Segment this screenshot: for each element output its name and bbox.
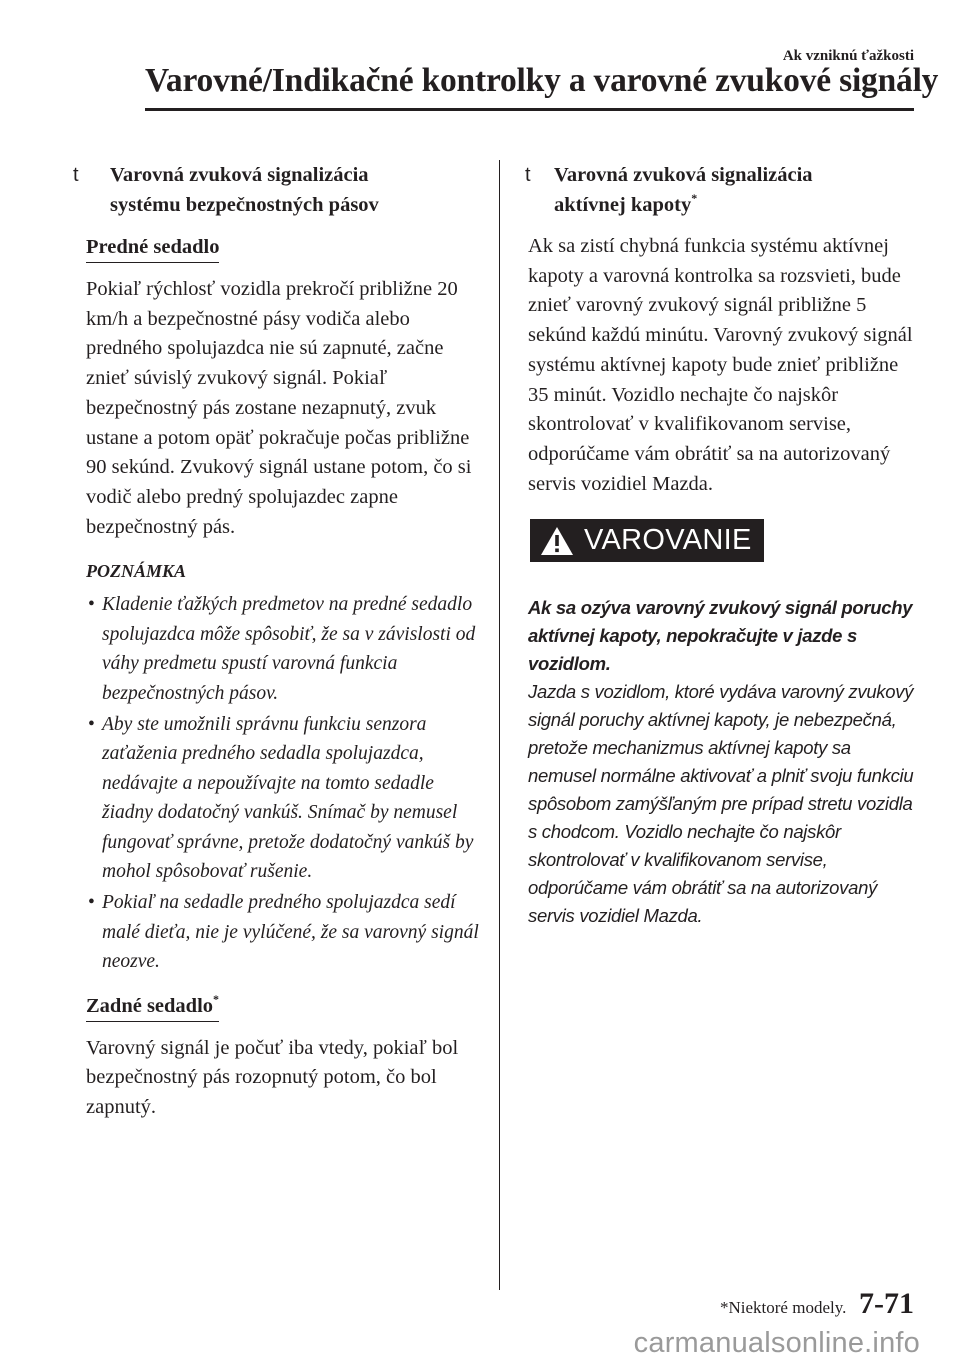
- warning-body: [528, 594, 918, 930]
- subheading-rear-seat: [86, 993, 219, 1022]
- note-label: POZNÁMKA: [86, 561, 187, 582]
- footnote-asterisk: *: [213, 991, 220, 1006]
- subheading-front-seat: Predné sedadlo: [86, 234, 219, 263]
- rear-seat-heading-text: Zadné sedadlo: [86, 994, 214, 1017]
- section-marker-icon: t: [73, 164, 79, 186]
- warning-label: VAROVANIE: [584, 524, 752, 557]
- warning-text: Jazda s vozidlom, ktoré vydáva varovný zvukový signál poruchy aktívnej kapoty, je nebezpečná, pretože mechanizmus aktívnej kapoty sa nemusel normálne aktivovať a plniť svoju funkciu spôsobom zamýšľaným pre prípad stretu vozidla s chodcom. Vozidlo nechajte čo najskôr skontrolovať v kvalifikovanom servise, odporúčame vám obrátiť sa na autorizovaný servis vozidiel Mazda.: [528, 681, 914, 927]
- bullet-icon: •: [88, 713, 95, 735]
- running-header-section: Ak vzniknú ťažkosti: [782, 48, 914, 64]
- bullet-icon: •: [88, 892, 95, 914]
- section-heading-line-2: aktívnej kapoty: [554, 194, 692, 216]
- warning-bold-text: Ak sa ozýva varovný zvukový signál poruchy aktívnej kapoty, nepokračujte v jazde s vozidlom.: [528, 597, 913, 675]
- left-column: [73, 160, 481, 1123]
- note-item: [86, 710, 481, 886]
- right-column: [525, 160, 918, 930]
- section-heading-line-1: Varovná zvuková signalizácia: [110, 164, 369, 186]
- page-title: Varovné/Indikačné kontrolky a varovné zvukové signály: [145, 62, 939, 99]
- note-item: [86, 888, 481, 976]
- bullet-icon: •: [88, 594, 95, 616]
- watermark: carmanualsonline.info: [633, 1327, 920, 1359]
- front-seat-paragraph: Pokiaľ rýchlosť vozidla prekročí približne 20 km/h a bezpečnostné pásy vodiča alebo predného spolujazdca nie sú zapnuté, začne znieť súvislý zvukový signál. Pokiaľ bezpečnostný pás zostane nezapnutý, zvuk ustane a potom opäť pokračuje počas približne 90 sekúnd. Zvukový signál ustane potom, čo si vodič alebo predný spolujazdec zapne bezpečnostný pás.: [86, 278, 472, 538]
- rear-seat-paragraph: Varovný signál je počuť iba vtedy, pokiaľ bol bezpečnostný pás rozopnutý potom, čo bol zapnutý.: [86, 1036, 459, 1119]
- note-item-text: Kladenie ťažkých predmetov na predné sedadlo spolujazdca môže spôsobiť, že sa v závislosti od váhy predmetu spustí varovná funkcia bezpečnostných pásov.: [102, 594, 476, 704]
- note-item-text: Aby ste umožnili správnu funkciu senzora zaťaženia predného sedadla spolujazdca, nedávajte a nepoužívajte na tomto sedadle žiadny dodatočný vankúš. Snímač by nemusel fungovať správne, pretože dodatočný vankúš by mohol spôsobovať rušenie.: [102, 713, 474, 882]
- note-item-text: Pokiaľ na sedadle predného spolujazdca sedí malé dieťa, nie je vylúčené, že sa varovný signál neozve.: [102, 892, 479, 973]
- section-heading-active-bonnet-warning: [525, 160, 918, 220]
- footnote-asterisk: *: [691, 191, 698, 205]
- column-divider: [499, 160, 500, 1290]
- note-item: [86, 590, 481, 708]
- section-heading-line-2: systému bezpečnostných pásov: [110, 194, 379, 216]
- header-divider: [145, 108, 914, 111]
- warning-badge: [530, 519, 764, 562]
- note-list: [86, 590, 481, 976]
- section-heading-line-1: Varovná zvuková signalizácia: [554, 164, 813, 186]
- footnote: *Niektoré modely.: [720, 1298, 847, 1317]
- section-heading-seatbelt-warning: [73, 160, 481, 220]
- page-number: 7-71: [859, 1287, 914, 1320]
- warning-triangle-icon: [540, 526, 574, 556]
- section-marker-icon: t: [525, 164, 531, 186]
- active-bonnet-paragraph: Ak sa zistí chybná funkcia systému aktívnej kapoty a varovná kontrolka sa rozsvieti, bude znieť varovný zvukový signál približne 5 sekúnd každú minútu. Varovný zvukový signál systému aktívnej kapoty bude znieť približne 35 minút. Vozidlo nechajte čo najskôr skontrolovať v kvalifikovanom servise, odporúčame vám obrátiť sa na autorizovaný servis vozidiel Mazda.: [528, 235, 913, 495]
